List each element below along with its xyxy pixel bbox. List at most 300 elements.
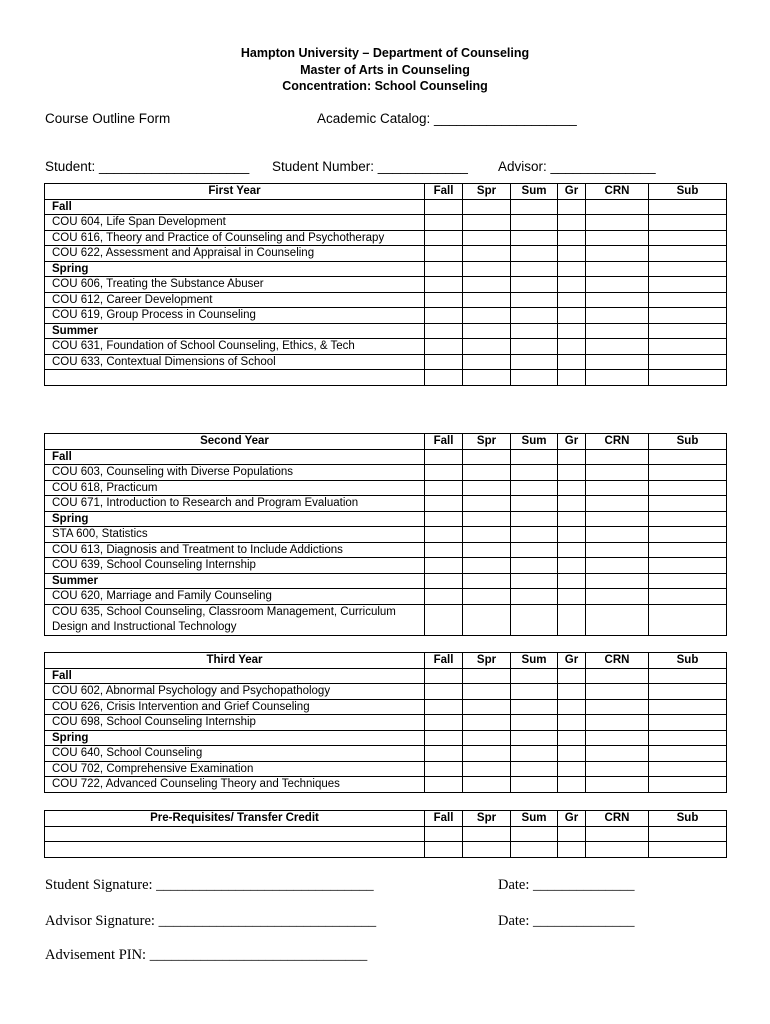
entry-cell-fall[interactable] — [425, 730, 463, 746]
entry-cell-gr[interactable] — [558, 292, 586, 308]
course-name: COU 633, Contextual Dimensions of School — [45, 354, 425, 370]
course-row — [45, 527, 727, 543]
entry-cell-sum[interactable] — [511, 277, 558, 293]
entry-cell-crn[interactable] — [586, 746, 649, 762]
entry-cell-spr[interactable] — [463, 323, 511, 339]
entry-cell-sub[interactable] — [649, 230, 727, 246]
entry-cell-spr[interactable] — [463, 277, 511, 293]
entry-cell-spr[interactable] — [463, 199, 511, 215]
entry-cell-fall[interactable] — [425, 527, 463, 543]
entry-cell-sum[interactable] — [511, 604, 558, 635]
entry-cell-gr[interactable] — [558, 465, 586, 481]
entry-cell-gr[interactable] — [558, 842, 586, 858]
entry-cell-sum[interactable] — [511, 699, 558, 715]
course-row — [45, 215, 727, 231]
course-name: COU 618, Practicum — [45, 480, 425, 496]
column-header-spr: Spr — [463, 653, 511, 669]
entry-cell-gr[interactable] — [558, 339, 586, 355]
course-name: COU 612, Career Development — [45, 292, 425, 308]
entry-cell-gr[interactable] — [558, 308, 586, 324]
entry-cell-fall[interactable] — [425, 558, 463, 574]
academic-catalog-field[interactable]: Academic Catalog: ___________________ — [317, 111, 577, 126]
table-title: Pre-Requisites/ Transfer Credit — [45, 811, 425, 827]
column-header-gr: Gr — [558, 434, 586, 450]
entry-cell-fall[interactable] — [425, 604, 463, 635]
entry-cell-fall[interactable] — [425, 277, 463, 293]
entry-cell-gr[interactable] — [558, 684, 586, 700]
entry-cell-gr[interactable] — [558, 370, 586, 386]
advisor-field[interactable]: Advisor: ______________ — [498, 159, 656, 174]
entry-cell-crn[interactable] — [586, 199, 649, 215]
entry-cell-sum[interactable] — [511, 761, 558, 777]
course-row — [45, 354, 727, 370]
entry-cell-fall[interactable] — [425, 465, 463, 481]
entry-cell-fall[interactable] — [425, 668, 463, 684]
term-row — [45, 573, 727, 589]
entry-cell-sub[interactable] — [649, 339, 727, 355]
entry-cell-crn[interactable] — [586, 573, 649, 589]
entry-cell-fall[interactable] — [425, 308, 463, 324]
column-header-crn: CRN — [586, 434, 649, 450]
entry-cell-spr[interactable] — [463, 699, 511, 715]
entry-cell-spr[interactable] — [463, 339, 511, 355]
advisor-date-field[interactable]: Date: ______________ — [498, 913, 635, 929]
column-header-sum: Sum — [511, 434, 558, 450]
entry-cell-fall[interactable] — [425, 292, 463, 308]
entry-cell-sum[interactable] — [511, 558, 558, 574]
entry-cell-sub[interactable] — [649, 527, 727, 543]
entry-cell-sub[interactable] — [649, 261, 727, 277]
entry-cell-crn[interactable] — [586, 465, 649, 481]
term-label: Summer — [45, 323, 425, 339]
entry-cell-gr[interactable] — [558, 730, 586, 746]
entry-cell-sub[interactable] — [649, 842, 727, 858]
student-date-field[interactable]: Date: ______________ — [498, 877, 635, 893]
term-label: Spring — [45, 261, 425, 277]
entry-cell-sub[interactable] — [649, 496, 727, 512]
entry-cell-gr[interactable] — [558, 230, 586, 246]
entry-cell-spr[interactable] — [463, 604, 511, 635]
entry-cell-sum[interactable] — [511, 370, 558, 386]
entry-cell-fall[interactable] — [425, 699, 463, 715]
column-header-crn: CRN — [586, 653, 649, 669]
course-row — [45, 370, 727, 386]
entry-cell-sum[interactable] — [511, 323, 558, 339]
entry-cell-spr[interactable] — [463, 761, 511, 777]
entry-cell-sub[interactable] — [649, 761, 727, 777]
entry-cell-sub[interactable] — [649, 573, 727, 589]
course-row — [45, 746, 727, 762]
entry-cell-sub[interactable] — [649, 292, 727, 308]
course-outline-label: Course Outline Form — [45, 111, 171, 126]
entry-cell-gr[interactable] — [558, 215, 586, 231]
first-year-table — [44, 183, 727, 386]
course-row — [45, 339, 727, 355]
entry-cell-sum[interactable] — [511, 199, 558, 215]
course-row — [45, 230, 727, 246]
table-header-row — [45, 184, 727, 200]
entry-cell-fall[interactable] — [425, 496, 463, 512]
entry-cell-gr[interactable] — [558, 573, 586, 589]
entry-cell-sum[interactable] — [511, 542, 558, 558]
term-row — [45, 261, 727, 277]
entry-cell-fall[interactable] — [425, 842, 463, 858]
entry-cell-crn[interactable] — [586, 842, 649, 858]
entry-cell-spr[interactable] — [463, 354, 511, 370]
column-header-sub: Sub — [649, 811, 727, 827]
entry-cell-crn[interactable] — [586, 777, 649, 793]
column-header-sum: Sum — [511, 184, 558, 200]
term-label: Spring — [45, 511, 425, 527]
entry-cell-fall[interactable] — [425, 761, 463, 777]
entry-cell-gr[interactable] — [558, 826, 586, 842]
entry-cell-gr[interactable] — [558, 496, 586, 512]
entry-cell-crn[interactable] — [586, 370, 649, 386]
term-label: Summer — [45, 573, 425, 589]
entry-cell-spr[interactable] — [463, 542, 511, 558]
term-row — [45, 199, 727, 215]
entry-cell-spr[interactable] — [463, 826, 511, 842]
student-signature-field[interactable]: Student Signature: ______________________________ — [45, 877, 374, 893]
column-header-fall: Fall — [425, 434, 463, 450]
entry-cell-sum[interactable] — [511, 826, 558, 842]
entry-cell-sub[interactable] — [649, 684, 727, 700]
course-row — [45, 842, 727, 858]
entry-cell-crn[interactable] — [586, 215, 649, 231]
entry-cell-spr[interactable] — [463, 527, 511, 543]
course-row — [45, 715, 727, 731]
entry-cell-sub[interactable] — [649, 746, 727, 762]
table-header-row — [45, 653, 727, 669]
entry-cell-sum[interactable] — [511, 715, 558, 731]
course-name: COU 606, Treating the Substance Abuser — [45, 277, 425, 293]
entry-cell-gr[interactable] — [558, 449, 586, 465]
entry-cell-gr[interactable] — [558, 589, 586, 605]
entry-cell-spr[interactable] — [463, 842, 511, 858]
entry-cell-crn[interactable] — [586, 496, 649, 512]
entry-cell-sum[interactable] — [511, 215, 558, 231]
entry-cell-crn[interactable] — [586, 730, 649, 746]
entry-cell-fall[interactable] — [425, 684, 463, 700]
entry-cell-crn[interactable] — [586, 715, 649, 731]
entry-cell-sub[interactable] — [649, 308, 727, 324]
entry-cell-crn[interactable] — [586, 292, 649, 308]
term-label: Fall — [45, 199, 425, 215]
course-row — [45, 826, 727, 842]
entry-cell-crn[interactable] — [586, 308, 649, 324]
course-name: COU 722, Advanced Counseling Theory and Techniques — [45, 777, 425, 793]
entry-cell-crn[interactable] — [586, 684, 649, 700]
entry-cell-sub[interactable] — [649, 480, 727, 496]
entry-cell-gr[interactable] — [558, 527, 586, 543]
entry-cell-crn[interactable] — [586, 604, 649, 635]
entry-cell-gr[interactable] — [558, 511, 586, 527]
entry-cell-gr[interactable] — [558, 261, 586, 277]
entry-cell-crn[interactable] — [586, 230, 649, 246]
course-row — [45, 480, 727, 496]
term-row — [45, 668, 727, 684]
course-name: COU 604, Life Span Development — [45, 215, 425, 231]
entry-cell-gr[interactable] — [558, 323, 586, 339]
entry-cell-fall[interactable] — [425, 777, 463, 793]
entry-cell-gr[interactable] — [558, 480, 586, 496]
entry-cell-fall[interactable] — [425, 199, 463, 215]
column-header-spr: Spr — [463, 434, 511, 450]
entry-cell-spr[interactable] — [463, 558, 511, 574]
entry-cell-sum[interactable] — [511, 746, 558, 762]
entry-cell-crn[interactable] — [586, 542, 649, 558]
entry-cell-gr[interactable] — [558, 761, 586, 777]
course-name: COU 613, Diagnosis and Treatment to Include Addictions — [45, 542, 425, 558]
entry-cell-sum[interactable] — [511, 292, 558, 308]
column-header-fall: Fall — [425, 653, 463, 669]
entry-cell-sum[interactable] — [511, 230, 558, 246]
student-name-field[interactable]: Student: ____________________ — [45, 159, 250, 174]
advisor-signature-field[interactable]: Advisor Signature: ______________________________ — [45, 913, 377, 929]
table-header-row — [45, 811, 727, 827]
entry-cell-fall[interactable] — [425, 339, 463, 355]
entry-cell-sum[interactable] — [511, 589, 558, 605]
column-header-spr: Spr — [463, 184, 511, 200]
course-name: COU 616, Theory and Practice of Counseling and Psychotherapy — [45, 230, 425, 246]
entry-cell-sub[interactable] — [649, 558, 727, 574]
entry-cell-crn[interactable] — [586, 246, 649, 262]
entry-cell-crn[interactable] — [586, 558, 649, 574]
entry-cell-spr[interactable] — [463, 230, 511, 246]
entry-cell-fall[interactable] — [425, 215, 463, 231]
entry-cell-spr[interactable] — [463, 308, 511, 324]
entry-cell-gr[interactable] — [558, 199, 586, 215]
entry-cell-spr[interactable] — [463, 370, 511, 386]
entry-cell-fall[interactable] — [425, 354, 463, 370]
course-name: COU 620, Marriage and Family Counseling — [45, 589, 425, 605]
entry-cell-sum[interactable] — [511, 511, 558, 527]
entry-cell-gr[interactable] — [558, 542, 586, 558]
entry-cell-gr[interactable] — [558, 246, 586, 262]
entry-cell-spr[interactable] — [463, 292, 511, 308]
course-name: COU 631, Foundation of School Counseling, Ethics, & Tech — [45, 339, 425, 355]
entry-cell-gr[interactable] — [558, 699, 586, 715]
entry-cell-crn[interactable] — [586, 339, 649, 355]
entry-cell-sum[interactable] — [511, 527, 558, 543]
column-header-gr: Gr — [558, 653, 586, 669]
course-name: COU 671, Introduction to Research and Program Evaluation — [45, 496, 425, 512]
entry-cell-gr[interactable] — [558, 558, 586, 574]
entry-cell-sum[interactable] — [511, 308, 558, 324]
entry-cell-sum[interactable] — [511, 480, 558, 496]
entry-cell-sum[interactable] — [511, 730, 558, 746]
course-name — [45, 826, 425, 842]
course-name: COU 698, School Counseling Internship — [45, 715, 425, 731]
form-header — [0, 45, 770, 95]
column-header-sub: Sub — [649, 184, 727, 200]
entry-cell-fall[interactable] — [425, 449, 463, 465]
entry-cell-sub[interactable] — [649, 668, 727, 684]
entry-cell-crn[interactable] — [586, 449, 649, 465]
entry-cell-crn[interactable] — [586, 277, 649, 293]
entry-cell-sub[interactable] — [649, 465, 727, 481]
entry-cell-spr[interactable] — [463, 668, 511, 684]
entry-cell-crn[interactable] — [586, 480, 649, 496]
entry-cell-fall[interactable] — [425, 370, 463, 386]
entry-cell-sum[interactable] — [511, 261, 558, 277]
entry-cell-sub[interactable] — [649, 826, 727, 842]
entry-cell-spr[interactable] — [463, 573, 511, 589]
entry-cell-sub[interactable] — [649, 354, 727, 370]
entry-cell-spr[interactable] — [463, 715, 511, 731]
course-row — [45, 277, 727, 293]
entry-cell-crn[interactable] — [586, 589, 649, 605]
entry-cell-spr[interactable] — [463, 465, 511, 481]
entry-cell-spr[interactable] — [463, 730, 511, 746]
table-title: First Year — [45, 184, 425, 200]
entry-cell-spr[interactable] — [463, 246, 511, 262]
entry-cell-sub[interactable] — [649, 199, 727, 215]
entry-cell-spr[interactable] — [463, 449, 511, 465]
table-title: Third Year — [45, 653, 425, 669]
entry-cell-crn[interactable] — [586, 826, 649, 842]
course-name: COU 639, School Counseling Internship — [45, 558, 425, 574]
course-row — [45, 699, 727, 715]
entry-cell-crn[interactable] — [586, 354, 649, 370]
course-name: COU 640, School Counseling — [45, 746, 425, 762]
entry-cell-spr[interactable] — [463, 589, 511, 605]
entry-cell-fall[interactable] — [425, 261, 463, 277]
entry-cell-crn[interactable] — [586, 323, 649, 339]
column-header-spr: Spr — [463, 811, 511, 827]
entry-cell-crn[interactable] — [586, 761, 649, 777]
course-name: COU 619, Group Process in Counseling — [45, 308, 425, 324]
entry-cell-spr[interactable] — [463, 511, 511, 527]
entry-cell-sub[interactable] — [649, 323, 727, 339]
entry-cell-spr[interactable] — [463, 746, 511, 762]
course-name: COU 602, Abnormal Psychology and Psychopathology — [45, 684, 425, 700]
entry-cell-sum[interactable] — [511, 573, 558, 589]
column-header-sum: Sum — [511, 811, 558, 827]
entry-cell-crn[interactable] — [586, 699, 649, 715]
column-header-fall: Fall — [425, 184, 463, 200]
entry-cell-sub[interactable] — [649, 370, 727, 386]
entry-cell-sum[interactable] — [511, 449, 558, 465]
table-header-row — [45, 434, 727, 450]
entry-cell-fall[interactable] — [425, 573, 463, 589]
course-row — [45, 684, 727, 700]
entry-cell-fall[interactable] — [425, 480, 463, 496]
entry-cell-sub[interactable] — [649, 777, 727, 793]
course-row — [45, 761, 727, 777]
course-name: COU 603, Counseling with Diverse Populations — [45, 465, 425, 481]
course-name: COU 626, Crisis Intervention and Grief Counseling — [45, 699, 425, 715]
third-year-table — [44, 652, 727, 793]
column-header-sub: Sub — [649, 434, 727, 450]
entry-cell-gr[interactable] — [558, 715, 586, 731]
entry-cell-crn[interactable] — [586, 668, 649, 684]
entry-cell-fall[interactable] — [425, 826, 463, 842]
entry-cell-crn[interactable] — [586, 527, 649, 543]
prerequisites-table — [44, 810, 727, 858]
course-name: COU 702, Comprehensive Examination — [45, 761, 425, 777]
entry-cell-fall[interactable] — [425, 542, 463, 558]
entry-cell-sum[interactable] — [511, 684, 558, 700]
entry-cell-gr[interactable] — [558, 277, 586, 293]
course-name — [45, 370, 425, 386]
entry-cell-sub[interactable] — [649, 215, 727, 231]
entry-cell-spr[interactable] — [463, 261, 511, 277]
entry-cell-sub[interactable] — [649, 449, 727, 465]
entry-cell-spr[interactable] — [463, 496, 511, 512]
course-row — [45, 542, 727, 558]
entry-cell-sub[interactable] — [649, 699, 727, 715]
header-concentration: Concentration: School Counseling — [282, 79, 488, 93]
entry-cell-sum[interactable] — [511, 842, 558, 858]
entry-cell-sub[interactable] — [649, 604, 727, 635]
term-label: Spring — [45, 730, 425, 746]
entry-cell-fall[interactable] — [425, 715, 463, 731]
course-name: STA 600, Statistics — [45, 527, 425, 543]
entry-cell-spr[interactable] — [463, 215, 511, 231]
course-row — [45, 246, 727, 262]
second-year-table — [44, 433, 727, 636]
table-title: Second Year — [45, 434, 425, 450]
entry-cell-sub[interactable] — [649, 542, 727, 558]
column-header-fall: Fall — [425, 811, 463, 827]
entry-cell-sub[interactable] — [649, 511, 727, 527]
entry-cell-gr[interactable] — [558, 668, 586, 684]
entry-cell-sum[interactable] — [511, 496, 558, 512]
column-header-sum: Sum — [511, 653, 558, 669]
entry-cell-sum[interactable] — [511, 354, 558, 370]
entry-cell-sub[interactable] — [649, 246, 727, 262]
course-row — [45, 604, 727, 635]
entry-cell-gr[interactable] — [558, 777, 586, 793]
column-header-crn: CRN — [586, 811, 649, 827]
entry-cell-fall[interactable] — [425, 246, 463, 262]
entry-cell-sum[interactable] — [511, 339, 558, 355]
entry-cell-fall[interactable] — [425, 589, 463, 605]
entry-cell-sum[interactable] — [511, 246, 558, 262]
student-number-field[interactable]: Student Number: ____________ — [272, 159, 468, 174]
entry-cell-sum[interactable] — [511, 465, 558, 481]
term-row — [45, 511, 727, 527]
entry-cell-sum[interactable] — [511, 668, 558, 684]
entry-cell-spr[interactable] — [463, 777, 511, 793]
entry-cell-spr[interactable] — [463, 480, 511, 496]
term-label: Fall — [45, 449, 425, 465]
entry-cell-spr[interactable] — [463, 684, 511, 700]
entry-cell-fall[interactable] — [425, 323, 463, 339]
term-label: Fall — [45, 668, 425, 684]
course-row — [45, 292, 727, 308]
entry-cell-fall[interactable] — [425, 511, 463, 527]
advisement-pin-field[interactable]: Advisement PIN: ______________________________ — [45, 947, 368, 963]
entry-cell-gr[interactable] — [558, 604, 586, 635]
column-header-sub: Sub — [649, 653, 727, 669]
course-row — [45, 589, 727, 605]
entry-cell-fall[interactable] — [425, 230, 463, 246]
entry-cell-crn[interactable] — [586, 261, 649, 277]
entry-cell-sub[interactable] — [649, 730, 727, 746]
entry-cell-sub[interactable] — [649, 715, 727, 731]
entry-cell-gr[interactable] — [558, 354, 586, 370]
course-row — [45, 777, 727, 793]
entry-cell-sub[interactable] — [649, 277, 727, 293]
entry-cell-sub[interactable] — [649, 589, 727, 605]
entry-cell-gr[interactable] — [558, 746, 586, 762]
entry-cell-sum[interactable] — [511, 777, 558, 793]
term-row — [45, 730, 727, 746]
entry-cell-fall[interactable] — [425, 746, 463, 762]
entry-cell-crn[interactable] — [586, 511, 649, 527]
